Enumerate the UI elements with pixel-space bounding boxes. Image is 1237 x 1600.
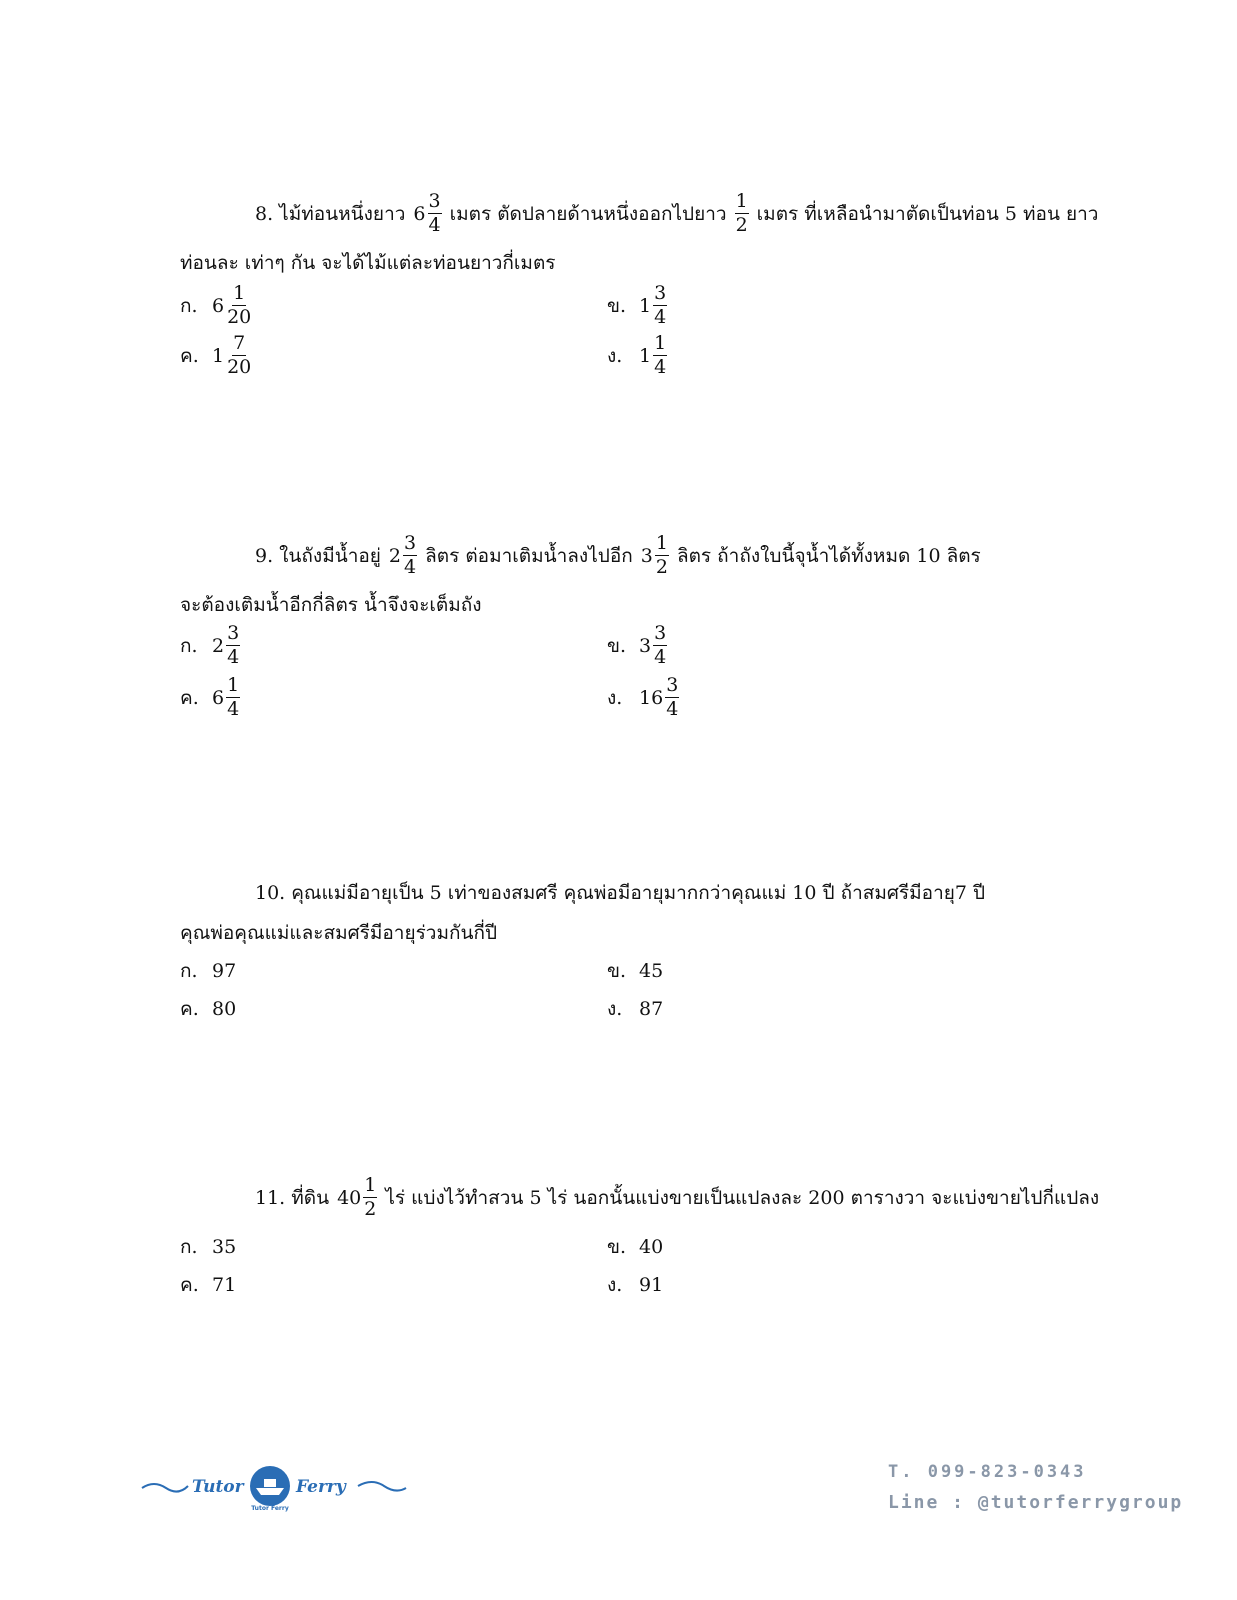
option-a[interactable]: ก. 35 — [180, 1236, 237, 1258]
question-number: 8. — [255, 202, 274, 225]
logo-wordmark: Ferry — [296, 1477, 346, 1497]
fraction: $\frac{1}{4}$ — [654, 332, 667, 378]
logo-swirl-left — [142, 1484, 188, 1492]
question-text: ลิตร ถ้าถังใบนี้จุน้ำได้ทั้งหมด 10 ลิตร — [676, 544, 981, 567]
tutor-ferry-logo — [140, 1462, 410, 1512]
logo-swirl-right — [358, 1482, 406, 1491]
option-d[interactable]: ง. 16 $\frac{3}{4}$ — [607, 674, 679, 720]
question-text: ไม้ท่อนหนึ่งยาว — [279, 202, 406, 225]
question-8-line1 — [255, 192, 1098, 235]
question-11-line1 — [255, 1176, 1099, 1219]
question-10-line1 — [255, 878, 985, 908]
option-c[interactable]: ค. 6 $\frac{1}{4}$ — [180, 674, 240, 720]
whole-number: 40 — [337, 1186, 362, 1209]
question-text: ที่ดิน — [291, 1186, 330, 1209]
fraction: $\frac{3}{4}$ — [227, 622, 240, 668]
fraction: $\frac{1}{20}$ — [227, 282, 252, 328]
question-number: 11. — [255, 1186, 286, 1209]
option-c[interactable]: ค. 71 — [180, 1274, 237, 1296]
question-text: คุณแม่มีอายุเป็น 5 เท่าของสมศรี คุณพ่อมีอายุมากกว่าคุณแม่ 10 ปี ถ้าสมศรีมีอายุ7 ปี — [291, 882, 986, 904]
contact-phone: T. 099-823-0343 — [888, 1462, 1087, 1482]
option-c[interactable]: ค. 80 — [180, 998, 237, 1020]
whole-number: 6 — [413, 202, 426, 225]
question-10-line2: คุณพ่อคุณแม่และสมศรีมีอายุร่วมกันกี่ปี — [180, 922, 498, 944]
question-text: ไร่ แบ่งไว้ทำสวน 5 ไร่ นอกนั้นแบ่งขายเป็นแปลงละ 200 ตารางวา จะแบ่งขายไปกี่แปลง — [385, 1186, 1100, 1209]
question-number: 9. — [255, 544, 274, 567]
fraction: $\frac{3}{4}$ — [654, 622, 667, 668]
option-d[interactable]: ง. 87 — [607, 998, 664, 1020]
whole-number: 2 — [388, 544, 402, 567]
fraction: $\frac{7}{20}$ — [227, 332, 252, 378]
fraction: $\frac{1}{2}$ — [735, 190, 748, 236]
logo-wordmark: Tutor — [192, 1477, 244, 1497]
contact-line: Line : @tutorferrygroup — [888, 1492, 1184, 1513]
question-9-line1 — [255, 534, 981, 577]
question-number: 10. — [255, 882, 286, 904]
option-c[interactable]: ค. 1 $\frac{7}{20}$ — [180, 332, 252, 378]
fraction: $\frac{3}{4}$ — [666, 674, 679, 720]
fraction: $\frac{3}{4}$ — [428, 190, 441, 236]
fraction: $\frac{1}{4}$ — [227, 674, 240, 720]
question-text: เมตร ตัดปลายด้านหนึ่งออกไปยาว — [449, 202, 727, 225]
option-b[interactable]: ข. 45 — [607, 960, 664, 982]
option-a[interactable]: ก. 6 $\frac{1}{20}$ — [180, 282, 252, 328]
option-a[interactable]: ก. 97 — [180, 960, 237, 982]
question-text: เมตร ที่เหลือนำมาตัดเป็นท่อน 5 ท่อน ยาว — [756, 202, 1099, 225]
option-b[interactable]: ข. 40 — [607, 1236, 664, 1258]
question-8-line2: ท่อนละ เท่าๆ กัน จะได้ไม้แต่ละท่อนยาวกี่เมตร — [180, 252, 556, 274]
question-text: ลิตร ต่อมาเติมน้ำลงไปอีก — [425, 544, 633, 567]
whole-number: 3 — [640, 544, 653, 567]
question-9-line2: จะต้องเติมน้ำอีกกี่ลิตร น้ำจึงจะเต็มถัง — [180, 594, 482, 616]
option-d[interactable]: ง. 91 — [607, 1274, 664, 1296]
option-b[interactable]: ข. 3 $\frac{3}{4}$ — [607, 622, 667, 668]
fraction: $\frac{3}{4}$ — [654, 282, 667, 328]
ship-cabin-icon — [264, 1479, 276, 1487]
fraction: $\frac{3}{4}$ — [404, 532, 417, 578]
logo-badge-text: Tutor Ferry — [251, 1505, 289, 1512]
fraction: $\frac{1}{2}$ — [364, 1174, 377, 1220]
option-a[interactable]: ก. 2 $\frac{3}{4}$ — [180, 622, 240, 668]
fraction: $\frac{1}{2}$ — [655, 532, 668, 578]
option-d[interactable]: ง. 1 $\frac{1}{4}$ — [607, 332, 667, 378]
question-text: ในถังมีน้ำอยู่ — [279, 544, 381, 567]
option-b[interactable]: ข. 1 $\frac{3}{4}$ — [607, 282, 667, 328]
